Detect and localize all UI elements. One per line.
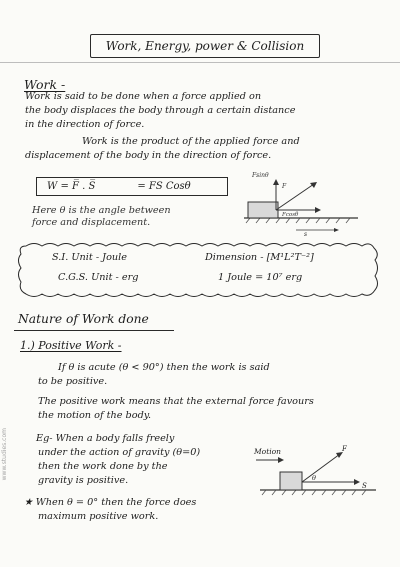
acute-line-1: If θ is acute (θ < 90°) then the work is said: [58, 362, 270, 373]
page-title: [90, 34, 320, 58]
definition-line-2: the body displaces the body through a certain distance: [25, 105, 296, 116]
product-line-1: Work is the product of the applied force and: [82, 136, 300, 147]
work-heading: Work -: [24, 77, 66, 92]
favour-line-2: the motion of the body.: [38, 410, 152, 421]
joule-erg-relation: 1 Joule = 10⁷ erg: [218, 272, 303, 283]
f-label: F: [342, 445, 347, 453]
units-cloud-border: [14, 240, 382, 300]
title-divider: [0, 62, 400, 63]
side-watermark: www.studies.com: [1, 428, 8, 481]
example-line-1: Eg- When a body falls freely: [36, 433, 175, 444]
theta-label: θ: [312, 474, 316, 482]
dimension-formula: Dimension - [M¹L²T⁻²]: [205, 252, 314, 263]
favour-line-1: The positive work means that the external force favours: [38, 396, 314, 407]
acute-line-2: to be positive.: [38, 376, 108, 387]
force-diagram: [236, 170, 366, 236]
nature-heading: Nature of Work done: [18, 312, 149, 326]
nature-heading-underline: [14, 330, 174, 331]
fsin-label: Fsinθ: [252, 172, 269, 179]
ground-hatch: [246, 218, 350, 223]
work-formula-box: [36, 177, 228, 196]
star-line-1: ★ When θ = 0° then the force does: [24, 497, 197, 508]
positive-work-heading: 1.) Positive Work -: [20, 339, 122, 352]
s-label: S: [362, 482, 367, 490]
example-line-4: gravity is positive.: [38, 475, 129, 486]
f-label: F: [282, 183, 287, 190]
ground-hatch: [262, 490, 366, 495]
force-arrow: [302, 454, 340, 482]
s-label: s: [304, 231, 308, 236]
note-line-2: force and displacement.: [32, 217, 151, 228]
motion-label: Motion: [254, 447, 281, 456]
title-text: Work, Energy, power & Collision: [105, 39, 305, 53]
si-unit: S.I. Unit - Joule: [52, 252, 127, 263]
star-line-2: maximum positive work.: [38, 511, 159, 522]
block: [280, 472, 302, 490]
example-line-3: then the work done by the: [38, 461, 168, 472]
definition-line-3: in the direction of force.: [25, 119, 145, 130]
note-line-1: Here θ is the angle between: [32, 205, 171, 216]
cgs-unit: C.G.S. Unit - erg: [58, 272, 139, 283]
positive-work-diagram: [250, 440, 380, 502]
block: [248, 202, 278, 218]
definition-line-1: Work is said to be done when a force applied on: [25, 91, 262, 102]
example-line-2: under the action of gravity (θ=0): [38, 447, 201, 458]
formula-right: = FS Cosθ: [137, 181, 191, 192]
product-line-2: displacement of the body in the direction of force.: [25, 150, 272, 161]
fcos-label: Fcosθ: [282, 212, 299, 218]
formula-left: W = F̅ . S̅: [47, 181, 96, 192]
